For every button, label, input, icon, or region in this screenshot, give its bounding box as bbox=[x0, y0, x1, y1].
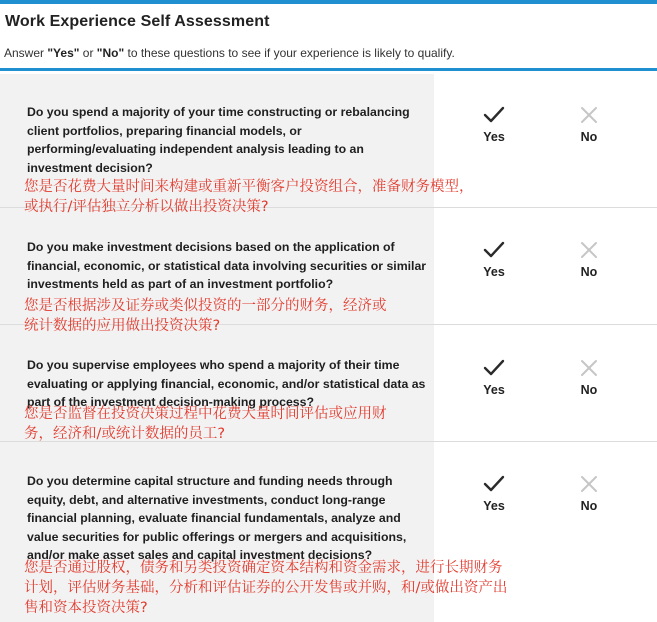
checkmark-icon bbox=[482, 357, 506, 379]
yes-option[interactable] bbox=[474, 357, 514, 397]
instructions-no: "No" bbox=[96, 46, 125, 60]
question-translation: 您是否监督在投资决策过程中花费大量时间评估或应用财 务，经济和/或统计数据的员工? bbox=[24, 406, 387, 442]
yes-label: Yes bbox=[483, 383, 505, 397]
question-translation: 您是否根据涉及证券或类似投资的一部分的财务，经济或 统计数据的应用做出投资决策? bbox=[24, 298, 387, 334]
yes-label: Yes bbox=[483, 130, 505, 144]
question-row bbox=[0, 325, 657, 442]
cross-icon bbox=[578, 473, 600, 495]
yes-option[interactable] bbox=[474, 473, 514, 513]
question-text: Do you determine capital structure and funding needs through equity, debt, and alternative investments, conduct long-range financial planning, evaluate financial fundamentals, analyze and value securities for public offerings or mergers and acquisitions, and/or make asset sales and capital investment decisions? bbox=[27, 474, 407, 562]
no-option[interactable] bbox=[569, 473, 609, 513]
cross-icon bbox=[578, 104, 600, 126]
question-row bbox=[0, 442, 657, 622]
instructions-suffix: to these questions to see if your experience is likely to qualify. bbox=[124, 46, 455, 60]
checkmark-icon bbox=[482, 239, 506, 261]
question-text: Do you supervise employees who spend a majority of their time evaluating or applying financial, economic, and/or statistical data as part of the investment decision-making process? bbox=[27, 358, 426, 409]
no-label: No bbox=[580, 265, 598, 279]
yes-option[interactable] bbox=[474, 104, 514, 144]
top-accent-bar bbox=[0, 0, 657, 4]
yes-option[interactable] bbox=[474, 239, 514, 279]
instructions-or: or bbox=[79, 46, 97, 60]
instructions-text bbox=[4, 46, 455, 60]
question-text: Do you spend a majority of your time constructing or rebalancing client portfolios, preparing financial models, or performing/evaluating independent analysis leading to an investment decision? bbox=[27, 105, 410, 175]
question-translation: 您是否花费大量时间来构建或重新平衡客户投资组合，准备财务模型， 或执行/评估独立分析以做出投资决策? bbox=[24, 179, 474, 215]
no-label: No bbox=[580, 499, 598, 513]
header-divider bbox=[0, 68, 657, 71]
page-title: Work Experience Self Assessment bbox=[5, 13, 270, 30]
question-row bbox=[0, 74, 657, 215]
yes-label: Yes bbox=[483, 499, 505, 513]
no-label: No bbox=[580, 130, 598, 144]
yes-label: Yes bbox=[483, 265, 505, 279]
cross-icon bbox=[578, 357, 600, 379]
question-row bbox=[0, 208, 657, 334]
instructions-yes: "Yes" bbox=[47, 46, 80, 60]
no-label: No bbox=[580, 383, 598, 397]
no-option[interactable] bbox=[569, 357, 609, 397]
question-text: Do you make investment decisions based on the application of financial, economic, or statistical data involving securities or similar investments held as part of an investment portfolio? bbox=[27, 240, 427, 291]
checkmark-icon bbox=[482, 104, 506, 126]
instructions-prefix: Answer bbox=[4, 46, 48, 60]
cross-icon bbox=[578, 239, 600, 261]
question-translation: 您是否通过股权，债务和另类投资确定资本结构和资金需求，进行长期财务 计划，评估财务基础，分析和评估证券的公开发售或并购，和/或做出资产出 售和资本投资决策? bbox=[24, 560, 508, 616]
no-option[interactable] bbox=[569, 239, 609, 279]
checkmark-icon bbox=[482, 473, 506, 495]
no-option[interactable] bbox=[569, 104, 609, 144]
